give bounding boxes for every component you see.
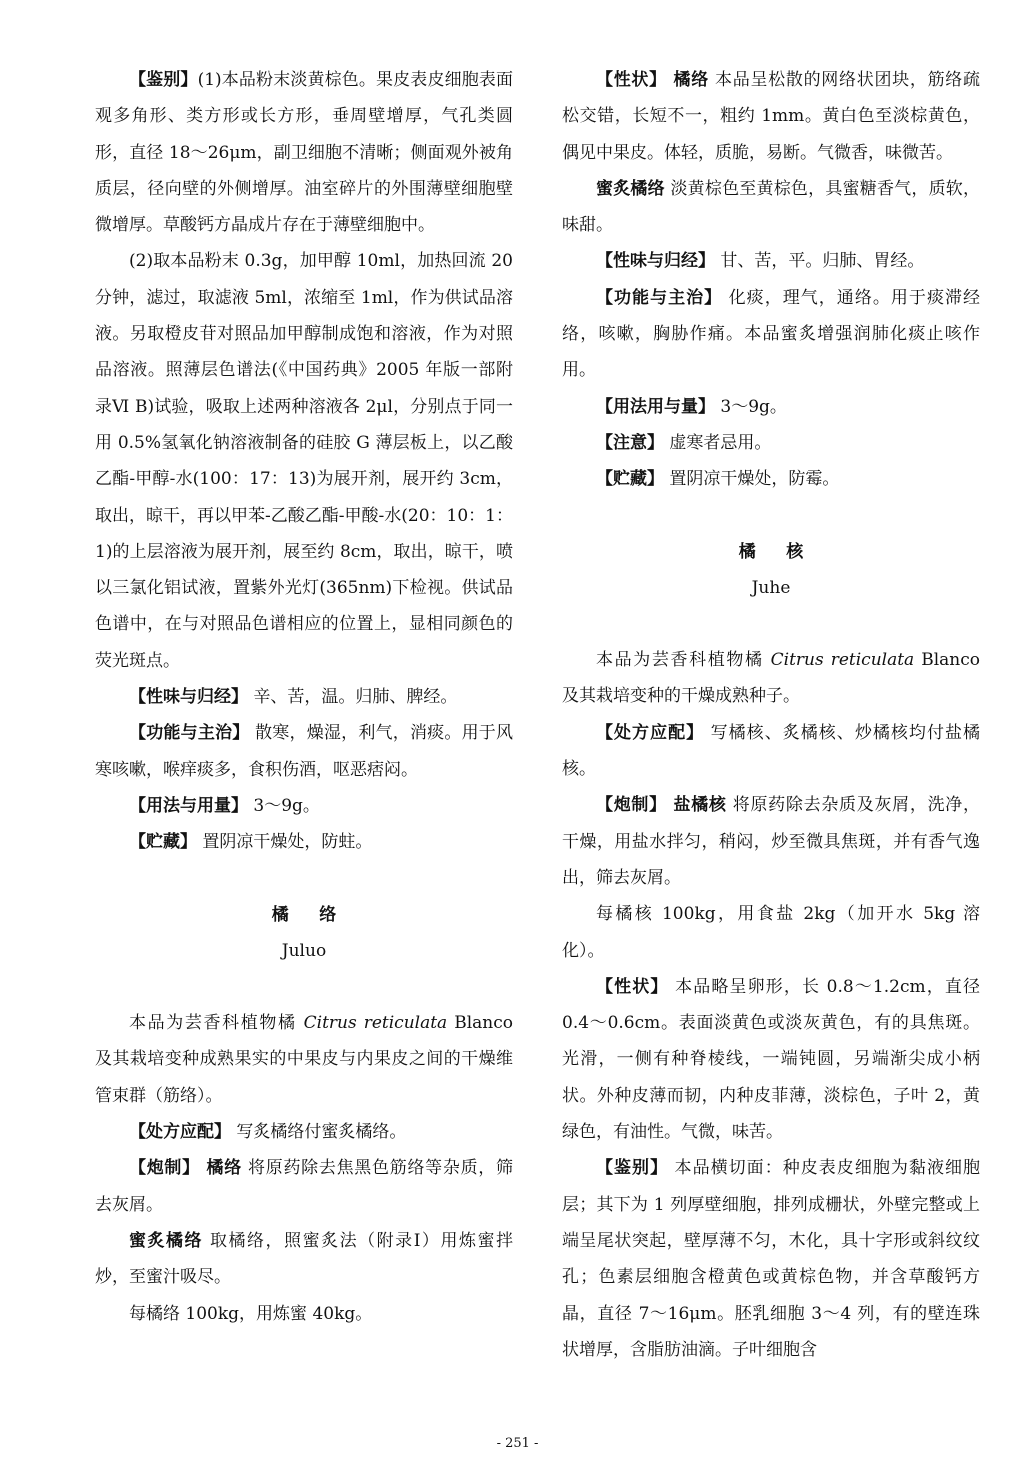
spacer (95, 861, 513, 897)
entry-pinyin-juhe: Juhe (751, 577, 791, 598)
juluo-characteristics: 【性状】 橘络 本品呈松散的网络状团块，筋络疏松交错，长短不一，粗约 1mm。黄白色至淡棕黄色，偶见中果皮。体轻，质脆，易断。气微香，味微苦。 (562, 70, 981, 163)
taste-meridian: 【性味与归经】 辛、苦，温。归肺、脾经。 (129, 687, 458, 708)
spacer (562, 606, 980, 642)
juluo-function-indication: 【功能与主治】 化痰，理气，通络。用于痰滞经络，咳嗽，胸胁作痛。本品蜜炙增强润肺化痰止咳作用。 (562, 287, 981, 381)
right-column (562, 62, 980, 1368)
juhe-processing: 【炮制】 盐橘核 将原药除去杂质及灰屑，洗净，干燥，用盐水拌匀，稍闷，炒至微具焦斑，并有香气逸出，筛去灰屑。 (562, 795, 981, 888)
juluo-processing: 【炮制】 橘络 将原药除去焦黑色筋络等杂质，筛去灰屑。 (95, 1158, 514, 1215)
left-column (95, 62, 513, 1332)
storage: 【贮藏】 置阴凉干燥处，防蛀。 (129, 832, 373, 853)
spacer (562, 498, 980, 534)
juluo-ratio: 每橘络 100kg，用炼蜜 40kg。 (129, 1303, 373, 1324)
juhe-identification: 【鉴别】 本品横切面：种皮表皮细胞为黏液细胞层；其下为 1 列厚壁细胞，排列成栅状，外壁完整或上端呈尾状突起，壁厚薄不匀，木化，具十字形或斜纹纹孔；色素层细胞含橙黄色或黄棕色物，并含草酸钙方晶，直径 7～16μm。胚乳细胞 3～4 列，有的壁连珠状增厚，含脂肪油滴。子叶细胞含 (562, 1158, 981, 1360)
identification-paragraph-2: (2)取本品粉末 0.3g，加甲醇 10ml，加热回流 20 分钟，滤过，取滤液 5ml，浓缩至 1ml，作为供试品溶液。另取橙皮苷对照品加甲醇制成饱和溶液，作为对照品溶液。照薄层色谱法(《中国药典》2005 年版一部附录Ⅵ B)试验，吸取上述两种溶液各 2μl，分别点于同一用 0.5%氢氧化钠溶液制备的硅胶 G 薄层板上，以乙酸乙酯-甲醇-水(100：17：13)为展开剂，展开约 3cm，取出，晾干，再以甲苯-乙酸乙酯-甲酸-水(20：10：1：1)的上层溶液为展开剂，展至约 8cm，取出，晾干，喷以三氯化铝试液，置紫外光灯(365nm)下检视。供试品色谱中，在与对照品色谱相应的位置上，显相同颜色的荧光斑点。 (95, 251, 513, 671)
juluo-honey-characteristics: 蜜炙橘络 淡黄棕色至黄棕色，具蜜糖香气，质软，味甜。 (562, 178, 981, 236)
function-indication: 【功能与主治】 散寒，燥湿，利气，消痰。用于风寒咳嗽，喉痒痰多，食积伤酒，呕恶痞闷。 (95, 723, 514, 780)
juhe-ratio: 每橘核 100kg，用食盐 2kg（加开水 5kg 溶化）。 (562, 904, 980, 961)
juhe-intro: 本品为芸香科植物橘 Citrus reticulata Blanco 及其栽培变种的干燥成熟种子。 (562, 650, 980, 707)
juluo-caution: 【注意】 虚寒者忌用。 (596, 432, 772, 453)
entry-pinyin-juluo: Juluo (281, 940, 327, 961)
juluo-honey-processing: 蜜炙橘络 取橘络，照蜜炙法（附录Ⅰ）用炼蜜拌炒，至蜜汁吸尽。 (95, 1230, 514, 1288)
juluo-prescription: 【处方应配】 写炙橘络付蜜炙橘络。 (129, 1122, 407, 1143)
spacer (95, 969, 513, 1005)
juhe-characteristics: 【性状】 本品略呈卵形，长 0.8～1.2cm，直径 0.4～0.6cm。表面淡黄色或淡灰黄色，有的具焦斑。光滑，一侧有种脊棱线，一端钝圆，另端渐尖成小柄状。外种皮薄而韧，内种皮菲薄，淡棕色，子叶 2，黄绿色，有油性。气微，味苦。 (562, 976, 980, 1143)
entry-title-juluo: 橘络 (271, 904, 367, 925)
entry-title-juhe: 橘核 (738, 541, 834, 562)
juluo-intro: 本品为芸香科植物橘 Citrus reticulata Blanco 及其栽培变种成熟果实的中果皮与内果皮之间的干燥维管束群（筋络）。 (95, 1013, 513, 1106)
juluo-taste-meridian: 【性味与归经】 甘、苦，平。归肺、胃经。 (596, 251, 925, 272)
page-number: - 251 - (496, 1436, 539, 1451)
juluo-usage-dosage: 【用法用与量】 3～9g。 (596, 396, 787, 417)
usage-dosage: 【用法与用量】 3～9g。 (129, 795, 320, 816)
juluo-storage: 【贮藏】 置阴凉干燥处，防霉。 (596, 469, 840, 490)
juhe-prescription: 【处方应配】 写橘核、炙橘核、炒橘核均付盐橘核。 (562, 722, 980, 780)
identification-paragraph-1: 【鉴别】(1)本品粉末淡黄棕色。果皮表皮细胞表面观多角形、类方形或长方形，垂周壁增厚，气孔类圆形，直径 18～26μm，副卫细胞不清晰；侧面观外被角质层，径向壁的外侧增厚。油室碎片的外围薄壁细胞壁微增厚。草酸钙方晶成片存在于薄壁细胞中。 (95, 70, 513, 236)
